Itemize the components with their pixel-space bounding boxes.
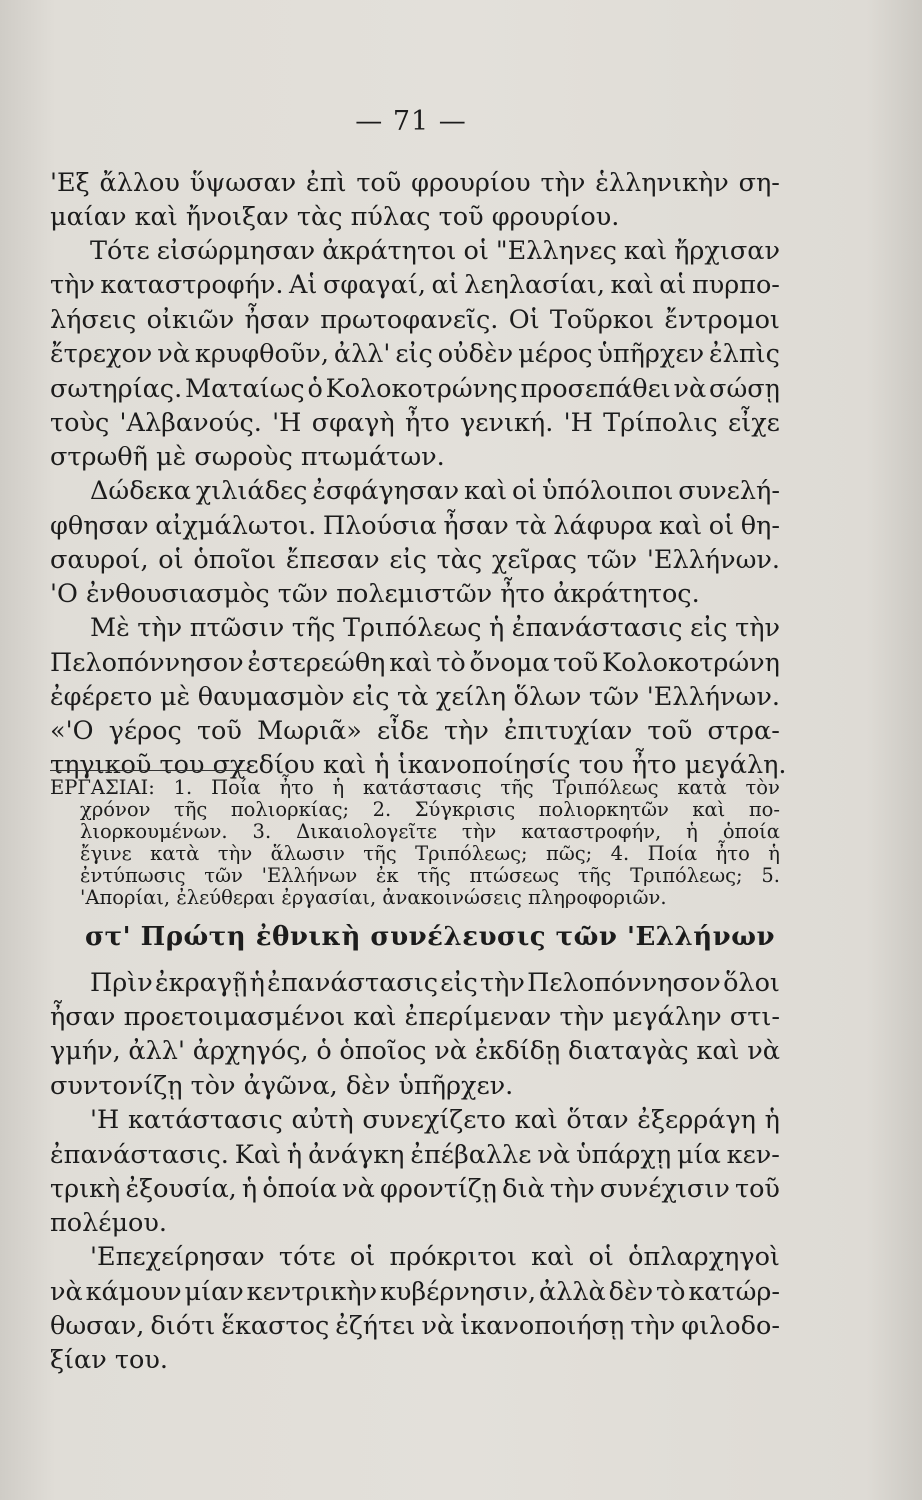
page-number: — 71 —	[355, 106, 467, 137]
text-line: 'Επεχείρησαν τότε οἱ πρόκριτοι καὶ οἱ ὁπλαρχηγοὶ	[90, 1242, 780, 1272]
exercises-rule	[50, 770, 250, 771]
text-line: λήσεις οἰκιῶν ἦσαν πρωτοφανεῖς. Οἱ Τοῦρκοι ἔντρομοι	[50, 305, 780, 335]
exercise-line: ἐντύπωσις τῶν 'Ελλήνων ἐκ τῆς πτώσεως τῆς Τριπόλεως; 5.	[80, 864, 780, 887]
text-line: Πελοπόννησον ἐστερεώθη καὶ τὸ ὄνομα τοῦ Κολοκοτρώνη	[50, 648, 780, 678]
text-line: ξίαν του.	[50, 1345, 168, 1375]
text-line: τρικὴ ἐξουσία, ἡ ὁποία νὰ φροντίζῃ διὰ τὴν συνέχισιν τοῦ	[50, 1174, 780, 1204]
text-line: ἦσαν προετοιμασμένοι καὶ ἐπερίμεναν τὴν μεγάλην στι-	[50, 1002, 780, 1032]
text-line: στρωθῆ μὲ σωροὺς πτωμάτων.	[50, 442, 445, 472]
text-line: τὴν καταστροφήν. Αἱ σφαγαί, αἱ λεηλασίαι, καὶ αἱ πυρπο-	[50, 270, 780, 300]
text-line: θωσαν, διότι ἕκαστος ἐζήτει νὰ ἱκανοποιήσῃ τὴν φιλοδο-	[50, 1311, 780, 1341]
text-line: 'Ο ἐνθουσιασμὸς τῶν πολεμιστῶν ἦτο ἀκράτητος.	[50, 579, 700, 609]
exercise-line: χρόνον τῆς πολιορκίας; 2. Σύγκρισις πολιορκητῶν καὶ πο-	[80, 798, 780, 821]
text-line: 'Εξ ἄλλου ὕψωσαν ἐπὶ τοῦ φρουρίου τὴν ἑλληνικὴν ση-	[50, 168, 780, 198]
text-line: ἔτρεχον νὰ κρυφθοῦν, ἀλλ' εἰς οὐδὲν μέρος ὑπῆρχεν ἐλπὶς	[50, 339, 780, 369]
text-line: γμήν, ἀλλ' ἀρχηγός, ὁ ὁποῖος νὰ ἐκδίδῃ διαταγὰς καὶ νὰ	[50, 1036, 780, 1066]
text-line: τοὺς 'Αλβανούς. 'Η σφαγὴ ἦτο γενική. 'Η Τρίπολις εἶχε	[50, 408, 780, 438]
text-line: φθησαν αἰχμάλωτοι. Πλούσια ἦσαν τὰ λάφυρα καὶ οἱ θη-	[50, 511, 780, 541]
text-line: σαυροί, οἱ ὁποῖοι ἔπεσαν εἰς τὰς χεῖρας τῶν 'Ελλήνων.	[50, 545, 780, 575]
exercise-line: ἔγινε κατὰ τὴν ἅλωσιν τῆς Τριπόλεως; πῶς; 4. Ποία ἦτο ἡ	[80, 842, 780, 865]
text-line: μαίαν καὶ ἤνοιξαν τὰς πύλας τοῦ φρουρίου.	[50, 202, 620, 232]
text-line: «'Ο γέρος τοῦ Μωριᾶ» εἶδε τὴν ἐπιτυχίαν τοῦ στρα-	[50, 716, 780, 746]
text-line: πολέμου.	[50, 1208, 168, 1238]
exercise-line: 'Απορίαι, ἐλεύθεραι ἐργασίαι, ἀνακοινώσεις πληροφοριῶν.	[80, 886, 667, 909]
text-line: Δώδεκα χιλιάδες ἐσφάγησαν καὶ οἱ ὑπόλοιποι συνελή-	[90, 476, 780, 506]
text-line: Τότε εἰσώρμησαν ἀκράτητοι οἱ "Ελληνες καὶ ἤρχισαν	[90, 236, 780, 266]
exercise-line: λιορκουμένων. 3. Δικαιολογεῖτε τὴν καταστροφήν, ἡ ὁποία	[80, 820, 780, 843]
text-line: νὰ κάμουν μίαν κεντρικὴν κυβέρνησιν, ἀλλὰ δὲν τὸ κατώρ-	[50, 1277, 780, 1307]
text-line: Πρὶν ἐκραγῇ ἡ ἐπανάστασις εἰς τὴν Πελοπόννησον ὅλοι	[90, 968, 780, 998]
text-line: ἐπανάστασις. Καὶ ἡ ἀνάγκη ἐπέβαλλε νὰ ὑπάρχῃ μία κεν-	[50, 1140, 780, 1170]
text-line: σωτηρίας. Ματαίως ὁ Κολοκοτρώνης προσεπάθει νὰ σώσῃ	[50, 374, 780, 404]
section-heading: στ' Πρώτη ἐθνικὴ συνέλευσις τῶν 'Ελλήνων	[84, 922, 776, 952]
text-line: ἐφέρετο μὲ θαυμασμὸν εἰς τὰ χείλη ὅλων τῶν 'Ελλήνων.	[50, 682, 780, 712]
text-line: 'Η κατάστασις αὐτὴ συνεχίζετο καὶ ὅταν ἐξερράγη ἡ	[90, 1105, 780, 1135]
text-line: Μὲ τὴν πτῶσιν τῆς Τριπόλεως ἡ ἐπανάστασις εἰς τὴν	[90, 613, 780, 643]
text-line: συντονίζῃ τὸν ἀγῶνα, δὲν ὑπῆρχεν.	[50, 1071, 514, 1101]
exercise-line: ΕΡΓΑΣΙΑΙ: 1. Ποία ἦτο ἡ κατάστασις τῆς Τριπόλεως κατὰ τὸν	[50, 776, 780, 799]
text-line: τηγικοῦ του σχεδίου καὶ ἡ ἱκανοποίησίς του ἦτο μεγάλη.	[50, 750, 787, 780]
